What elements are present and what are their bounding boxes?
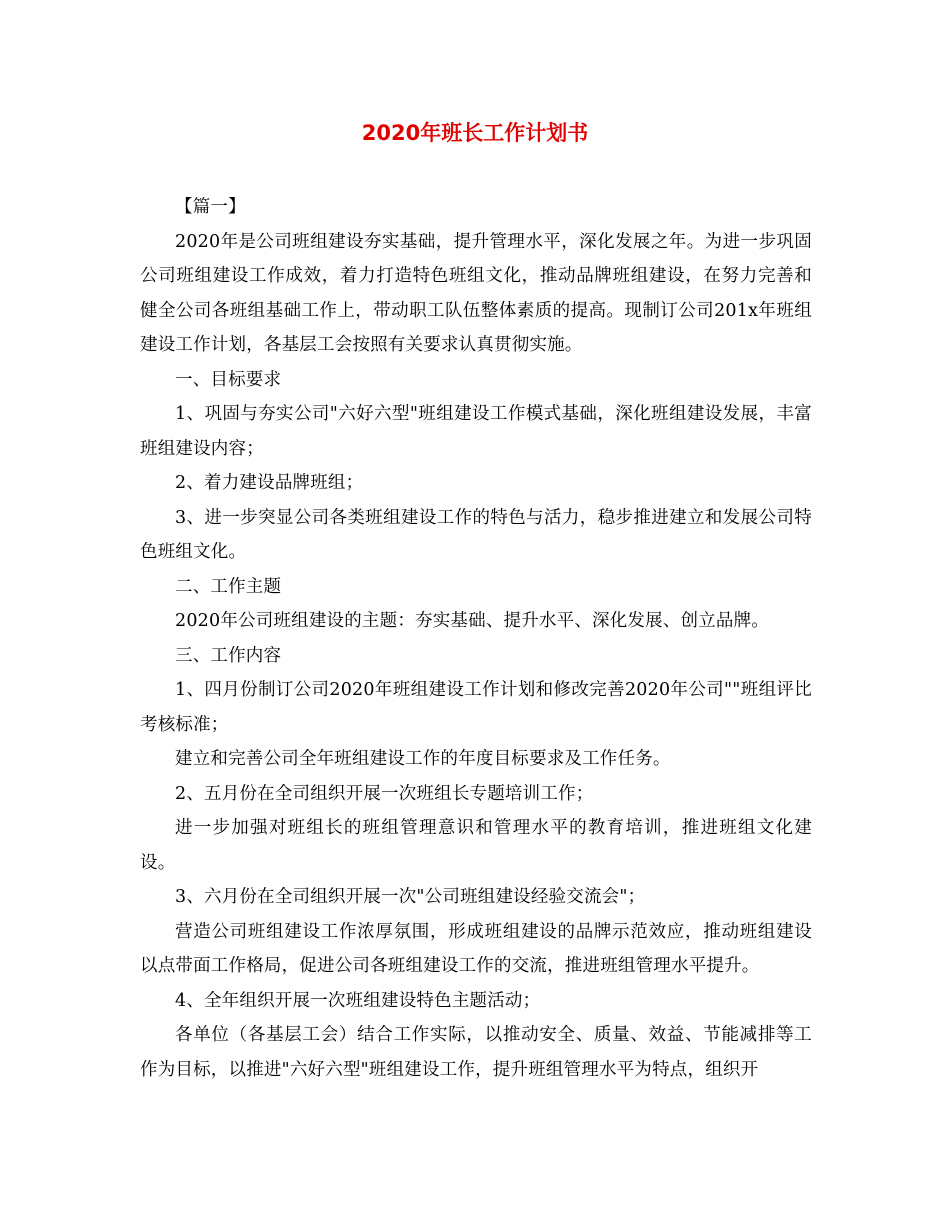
- content-item-3-detail: 营造公司班组建设工作浓厚氛围，形成班组建设的品牌示范效应，推动班组建设以点带面工作格局，促进公司各班组建设工作的交流，推进班组管理水平提升。: [140, 921, 812, 976]
- content-item-1-detail: 建立和完善公司全年班组建设工作的年度目标要求及工作任务。: [175, 749, 671, 769]
- document-body: [140, 190, 812, 1087]
- content-item-4: 4、全年组织开展一次班组建设特色主题活动；: [175, 990, 541, 1011]
- content-item-2: 2、五月份在全司组织开展一次班组长专题培训工作；: [175, 783, 594, 804]
- goal-item-2: 2、着力建设品牌班组；: [175, 473, 364, 493]
- document-title: 2020年班长工作计划书: [361, 121, 589, 145]
- content-item-2-detail: 进一步加强对班组长的班组管理意识和管理水平的教育培训，推进班组文化建设。: [140, 818, 812, 873]
- content-item-1: 1、四月份制订公司2020年班组建设工作计划和修改完善2020年公司""班组评比考核标准；: [140, 680, 812, 735]
- content-item-4-detail: 各单位（各基层工会）结合工作实际，以推动安全、质量、效益、节能减排等工作为目标，以推进"六好六型"班组建设工作，提升班组管理水平为特点，组织开: [140, 1025, 812, 1080]
- section-heading-goals: 一、目标要求: [175, 369, 282, 390]
- section-heading-theme: 二、工作主题: [175, 576, 282, 597]
- section-heading-part-one: 【篇一】: [175, 197, 246, 217]
- goal-item-1: 1、巩固与夯实公司"六好六型"班组建设工作模式基础，深化班组建设发展，丰富班组建设内容；: [140, 404, 812, 459]
- intro-paragraph: 2020年是公司班组建设夯实基础，提升管理水平，深化发展之年。为进一步巩固公司班组建设工作成效，着力打造特色班组文化，推动品牌班组建设，在努力完善和健全公司各班组基础工作上，带动职工队伍整体素质的提高。现制订公司201x年班组建设工作计划，各基层工会按照有关要求认真贯彻实施。: [140, 231, 812, 355]
- section-heading-content: 三、工作内容: [175, 645, 282, 666]
- goal-item-3: 3、进一步突显公司各类班组建设工作的特色与活力，稳步推进建立和发展公司特色班组文化。: [140, 507, 812, 562]
- content-item-3: 3、六月份在全司组织开展一次"公司班组建设经验交流会"；: [175, 887, 646, 907]
- theme-paragraph: 2020年公司班组建设的主题：夯实基础、提升水平、深化发展、创立品牌。: [175, 611, 770, 631]
